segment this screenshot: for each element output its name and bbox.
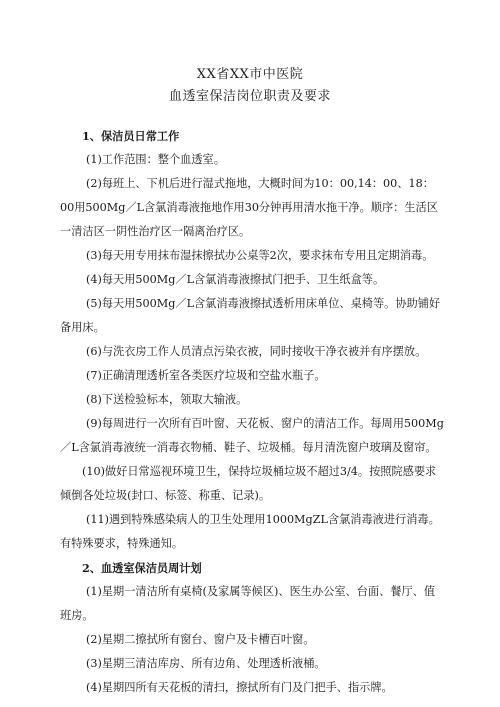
document-body bbox=[60, 124, 446, 700]
paragraph-door-handles: (4)每天用500Mg／L含氯消毒液擦拭门把手、卫生纸盒等。 bbox=[86, 273, 385, 286]
hospital-title: XX省XX市中医院 bbox=[196, 67, 304, 82]
paragraph-mopping: (2)每班上、下机后进行湿式拖地，大概时间为10：00,14：00、18：00用500Mg／L含氯消毒液拖地作用30分钟再用清水拖干净。顺序：生活区一清洁区一阴性治疗区一隔离治疗区。 bbox=[60, 177, 438, 238]
paragraph-medical-waste: (7)正确清理透析室各类医疗垃圾和空盐水瓶子。 bbox=[86, 369, 326, 382]
paragraph-patrol: (10)做好日常巡视环境卫生，保持垃圾桶垃圾不超过3/4。按照院感要求倾倒各处垃圾(封口、标签、称重、记录)。 bbox=[60, 465, 437, 502]
paragraph-thursday: (4)星期四所有天花板的清扫，擦拭所有门及门把手、指示牌。 bbox=[86, 681, 393, 694]
paragraph-monday: (1)星期一清洁所有桌椅(及家属等候区)、医生办公室、台面、餐厅、值班房。 bbox=[60, 585, 436, 622]
paragraph-wednesday: (3)星期三清洁库房、所有边角、处理透析液桶。 bbox=[86, 657, 326, 670]
paragraph-wiping-desks: (3)每天用专用抹布湿抹擦拭办公桌等2次，要求抹布专用且定期消毒。 bbox=[86, 249, 434, 262]
paragraph-special-infection: (11)遇到特殊感染病人的卫生处理用1000MgZL含氯消毒液进行消毒。有特殊要求，特殊通知。 bbox=[60, 513, 440, 550]
document-header bbox=[0, 66, 500, 106]
paragraph-specimens: (8)下送检验标本，领取大输液。 bbox=[86, 393, 248, 406]
section-heading-daily-work: 1、保洁员日常工作 bbox=[82, 129, 180, 143]
document-subtitle: 血透室保洁岗位职责及要求 bbox=[168, 89, 331, 104]
section-heading-weekly-plan: 2、血透室保洁员周计划 bbox=[82, 561, 202, 575]
paragraph-tuesday: (2)星期二擦拭所有窗台、窗户及卡槽百叶窗。 bbox=[86, 633, 315, 646]
paragraph-dialysis-beds: (5)每天用500Mg／L含氯消毒液擦拭透析用床单位、桌椅等。协助铺好备用床。 bbox=[60, 297, 441, 334]
paragraph-laundry: (6)与洗衣房工作人员清点污染衣被，同时接收干净衣被并有序摆放。 bbox=[86, 345, 427, 358]
paragraph-work-scope: (1)工作范围：整个血透室。 bbox=[86, 153, 225, 166]
paragraph-weekly-cleaning: (9)每周进行一次所有百叶窗、天花板、窗户的清洁工作。每周用500Mg／L含氯消毒液统一消毒衣物桶、鞋子、垃圾桶。每月清洗窗户玻璃及窗帘。 bbox=[60, 417, 444, 454]
